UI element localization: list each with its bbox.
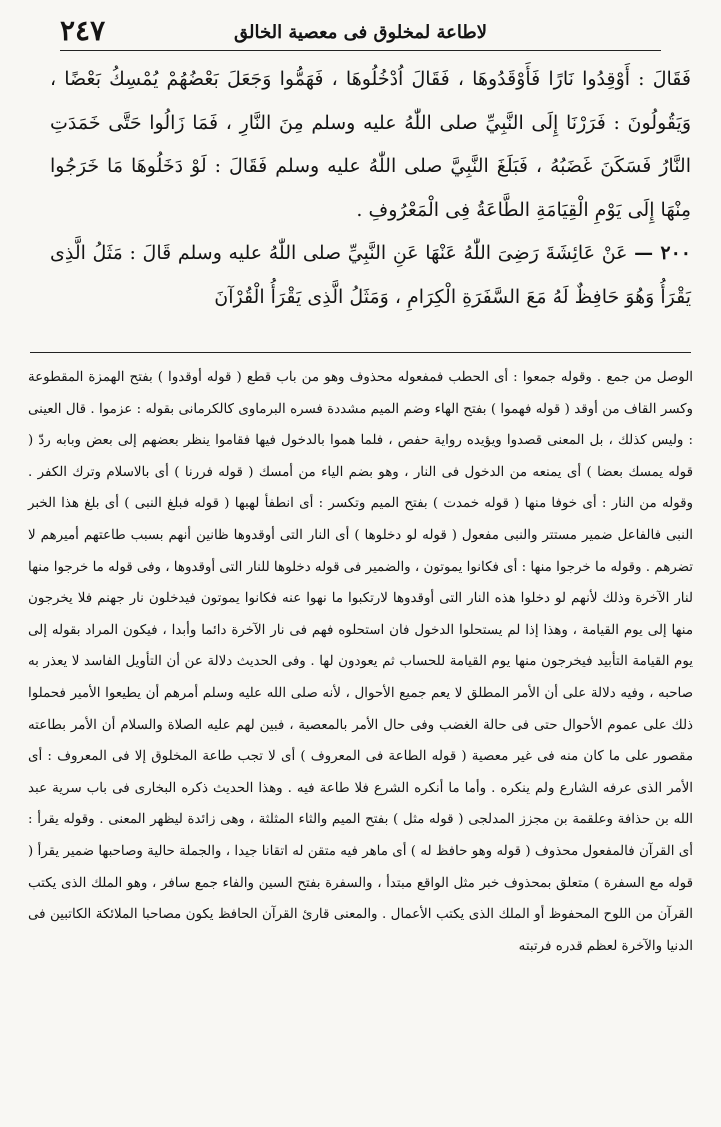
- commentary-text: [28, 362, 693, 1124]
- page-header: [60, 14, 661, 51]
- hadith-200-text: عَنْ عَائِشَةَ رَضِىَ اللّٰهُ عَنْهَا عَنِ النَّبِيِّ صلى اللّٰهُ عليه وسلم قَالَ : مَثَلُ الَّذِى يَقْرَأُ وَهُوَ حَافِظٌ لَهُ مَعَ السَّفَرَةِ الْكِرَامِ ، وَمَثَلُ الَّذِى يَقْرَأُ الْقُرْآنَ: [50, 242, 691, 308]
- main-text: [50, 58, 691, 348]
- hadith-200: [50, 232, 691, 319]
- running-title: لاطاعة لمخلوق فى معصية الخالق: [234, 21, 487, 43]
- separator-line: [30, 352, 691, 353]
- hadith-continuation: فَقَالَ : أَوْقِدُوا نَارًا فَأَوْقَدُوهَا ، فَقَالَ اُدْخُلُوهَا ، فَهَمُّوا وَجَعَلَ بَعْضُهُمْ يُمْسِكُ بَعْضًا ، وَيَقُولُونَ : فَرَرْنَا إِلَى النَّبِيِّ صلى اللّٰهُ عليه وسلم مِنَ النَّارِ ، فَمَا زَالُوا حَتَّى خَمَدَتِ النَّارُ فَسَكَنَ غَضَبُهُ ، فَبَلَغَ النَّبِيَّ صلى اللّٰهُ عليه وسلم فَقَالَ : لَوْ دَخَلُوهَا مَا خَرَجُوا مِنْهَا إِلَى يَوْمِ الْقِيَامَةِ الطَّاعَةُ فِى الْمَعْرُوفِ .: [50, 68, 691, 221]
- hadith-number: ٢٠٠ —: [634, 242, 691, 264]
- commentary-paragraph: الوصل من جمع . وقوله جمعوا : أى الحطب فمفعوله محذوف وهو من باب قطع ( قوله أوقدوا ) بفتح الهمزة المقطوعة وكسر القاف من أوقد ( قوله فهموا ) بفتح الهاء وضم الميم مشددة فسره البرماوى كالكرمانى بقوله : عزموا . قال العينى : وليس كذلك ، بل المعنى قصدوا ويؤيده رواية حفص ، فلما هموا بالدخول فيها فقاموا ينظر بعضهم إلى بعض وبابه ردّ ( قوله يمسك بعضا ) أى يمنعه من الدخول فى النار ، وهو بضم الياء من أمسك ( قوله فررنا ) أى بالاسلام وترك الكفر . وقوله من النار : أى خوفا منها ( قوله خمدت ) بفتح الميم وتكسر : أى انطفأ لهبها ( قوله فبلغ النبى ) أى بلغ هذا الخبر النبى فالفاعل ضمير مستتر والنبى مفعول ( قوله لو دخلوها ) أى النار التى أوقدوها ظانين أنهم بسبب طاعتهم أميرهم لا تضرهم . وقوله ما خرجوا منها : أى فكانوا يموتون ، والضمير فى قوله دخلوها للنار التى أوقدوها ، وفى قوله ما خرجوا منها لنار الآخرة وذلك لأنهم لو دخلوا هذه النار التى أوقدوها لارتكبوا ما نهوا عنه فكانوا يموتون فيدخلون نار جهنم فلا يخرجون منها إلى يوم القيامة ، وهذا إذا لم يستحلوا الدخول فان استحلوه فهم فى نار الآخرة دائما وأبدا ، فيكون المراد بقوله إلى يوم القيامة التأبيد فيخرجون منها يوم القيامة للحساب ثم يعودون لها . وفى الحديث دلالة عن أن التأويل الفاسد لا يعذر به صاحبه ، وفيه دلالة على أن الأمر المطلق لا يعم جميع الأحوال ، لأنه صلى الله عليه وسلم أمرهم أن يطيعوا الأمير فحملوا ذلك على عموم الأحوال حتى فى حالة الغضب وفى حال الأمر بالمعصية ، فبين لهم عليه الصلاة والسلام أن الأمر بطاعته مقصور على ما كان منه فى غير معصية ( قوله الطاعة فى المعروف ) أى لا تجب طاعة المخلوق إلا فى المعروف : أى الأمر الذى عرفه الشارع ولم ينكره . وأما ما أنكره الشرع فلا طاعة فيه . وهذا الحديث ذكره البخارى فى باب سرية عبد الله بن حذافة وعلقمة بن مجزز المدلجى ( قوله مثل ) بفتح الميم والثاء المثلثة ، وهى زائدة ليظهر المعنى . وقوله يقرأ : أى القرآن فالمفعول محذوف ( قوله وهو حافظ له ) أى ماهر فيه متقن له اتقانا جيدا ، والجملة حالية وصاحبها ضمير يقرأ ( قوله مع السفرة ) متعلق بمحذوف خبر مثل الواقع مبتدأ ، والسفرة بفتح السين والفاء جمع سافر ، وهو الملك الذى يكتب القرآن من اللوح المحفوظ أو الملك الذى يكتب الأعمال . والمعنى قارئ القرآن الحافظ يكون مصاحبا الملائكة الكاتبين فى الدنيا والآخرة لعظم قدره فرتبته: [28, 370, 693, 954]
- page-number: ٢٤٧: [60, 14, 106, 47]
